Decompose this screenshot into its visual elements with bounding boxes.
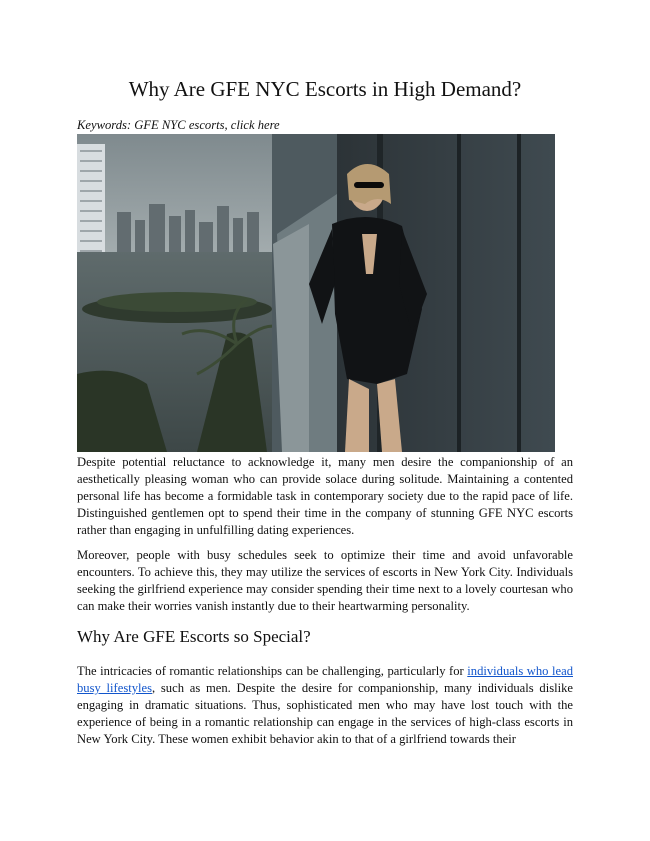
hero-photo xyxy=(77,134,555,452)
section-heading: Why Are GFE Escorts so Special? xyxy=(77,627,311,646)
paragraph-text-start: The intricacies of romantic relationships can be challenging, particularly for xyxy=(77,664,468,678)
page-title: Why Are GFE NYC Escorts in High Demand? xyxy=(128,77,522,101)
paragraph-relationships xyxy=(77,663,573,748)
paragraph-busy-schedules: Moreover, people with busy schedules seek to optimize their time and avoid unfavorable encounters. To achieve this, they may utilize the services of escorts in New York City. Individuals seeking the girlfriend experience may consider spending their time next to a lovely courtesan who can make their worries vanish instantly due to their heartwarming personality. xyxy=(77,548,573,614)
hero-photo-illustration xyxy=(77,134,555,452)
paragraph-intro: Despite potential reluctance to acknowledge it, many men desire the companionship of an aesthetically pleasing woman who can provide solace during solitude. Maintaining a contented personal life has become a formidable task in contemporary society due to the rapid pace of life. Distinguished gentlemen opt to spend their time in the company of stunning GFE NYC escorts rather than engaging in unfulfilling dating experiences. xyxy=(77,455,573,538)
busy-lifestyles-link[interactable]: individuals who lead busy lifestyles xyxy=(77,664,573,696)
keywords-line: Keywords: GFE NYC escorts, click here xyxy=(77,118,280,132)
paragraph-text-end: , such as men. Despite the desire for companionship, many individuals dislike engaging in dramatic situations. Thus, sophisticated men who may have lost touch with the experience of being in a romantic relationship can engage in the services of high-class escorts in New York City. These women exhibit behavior akin to that of a girlfriend towards their xyxy=(77,681,573,747)
